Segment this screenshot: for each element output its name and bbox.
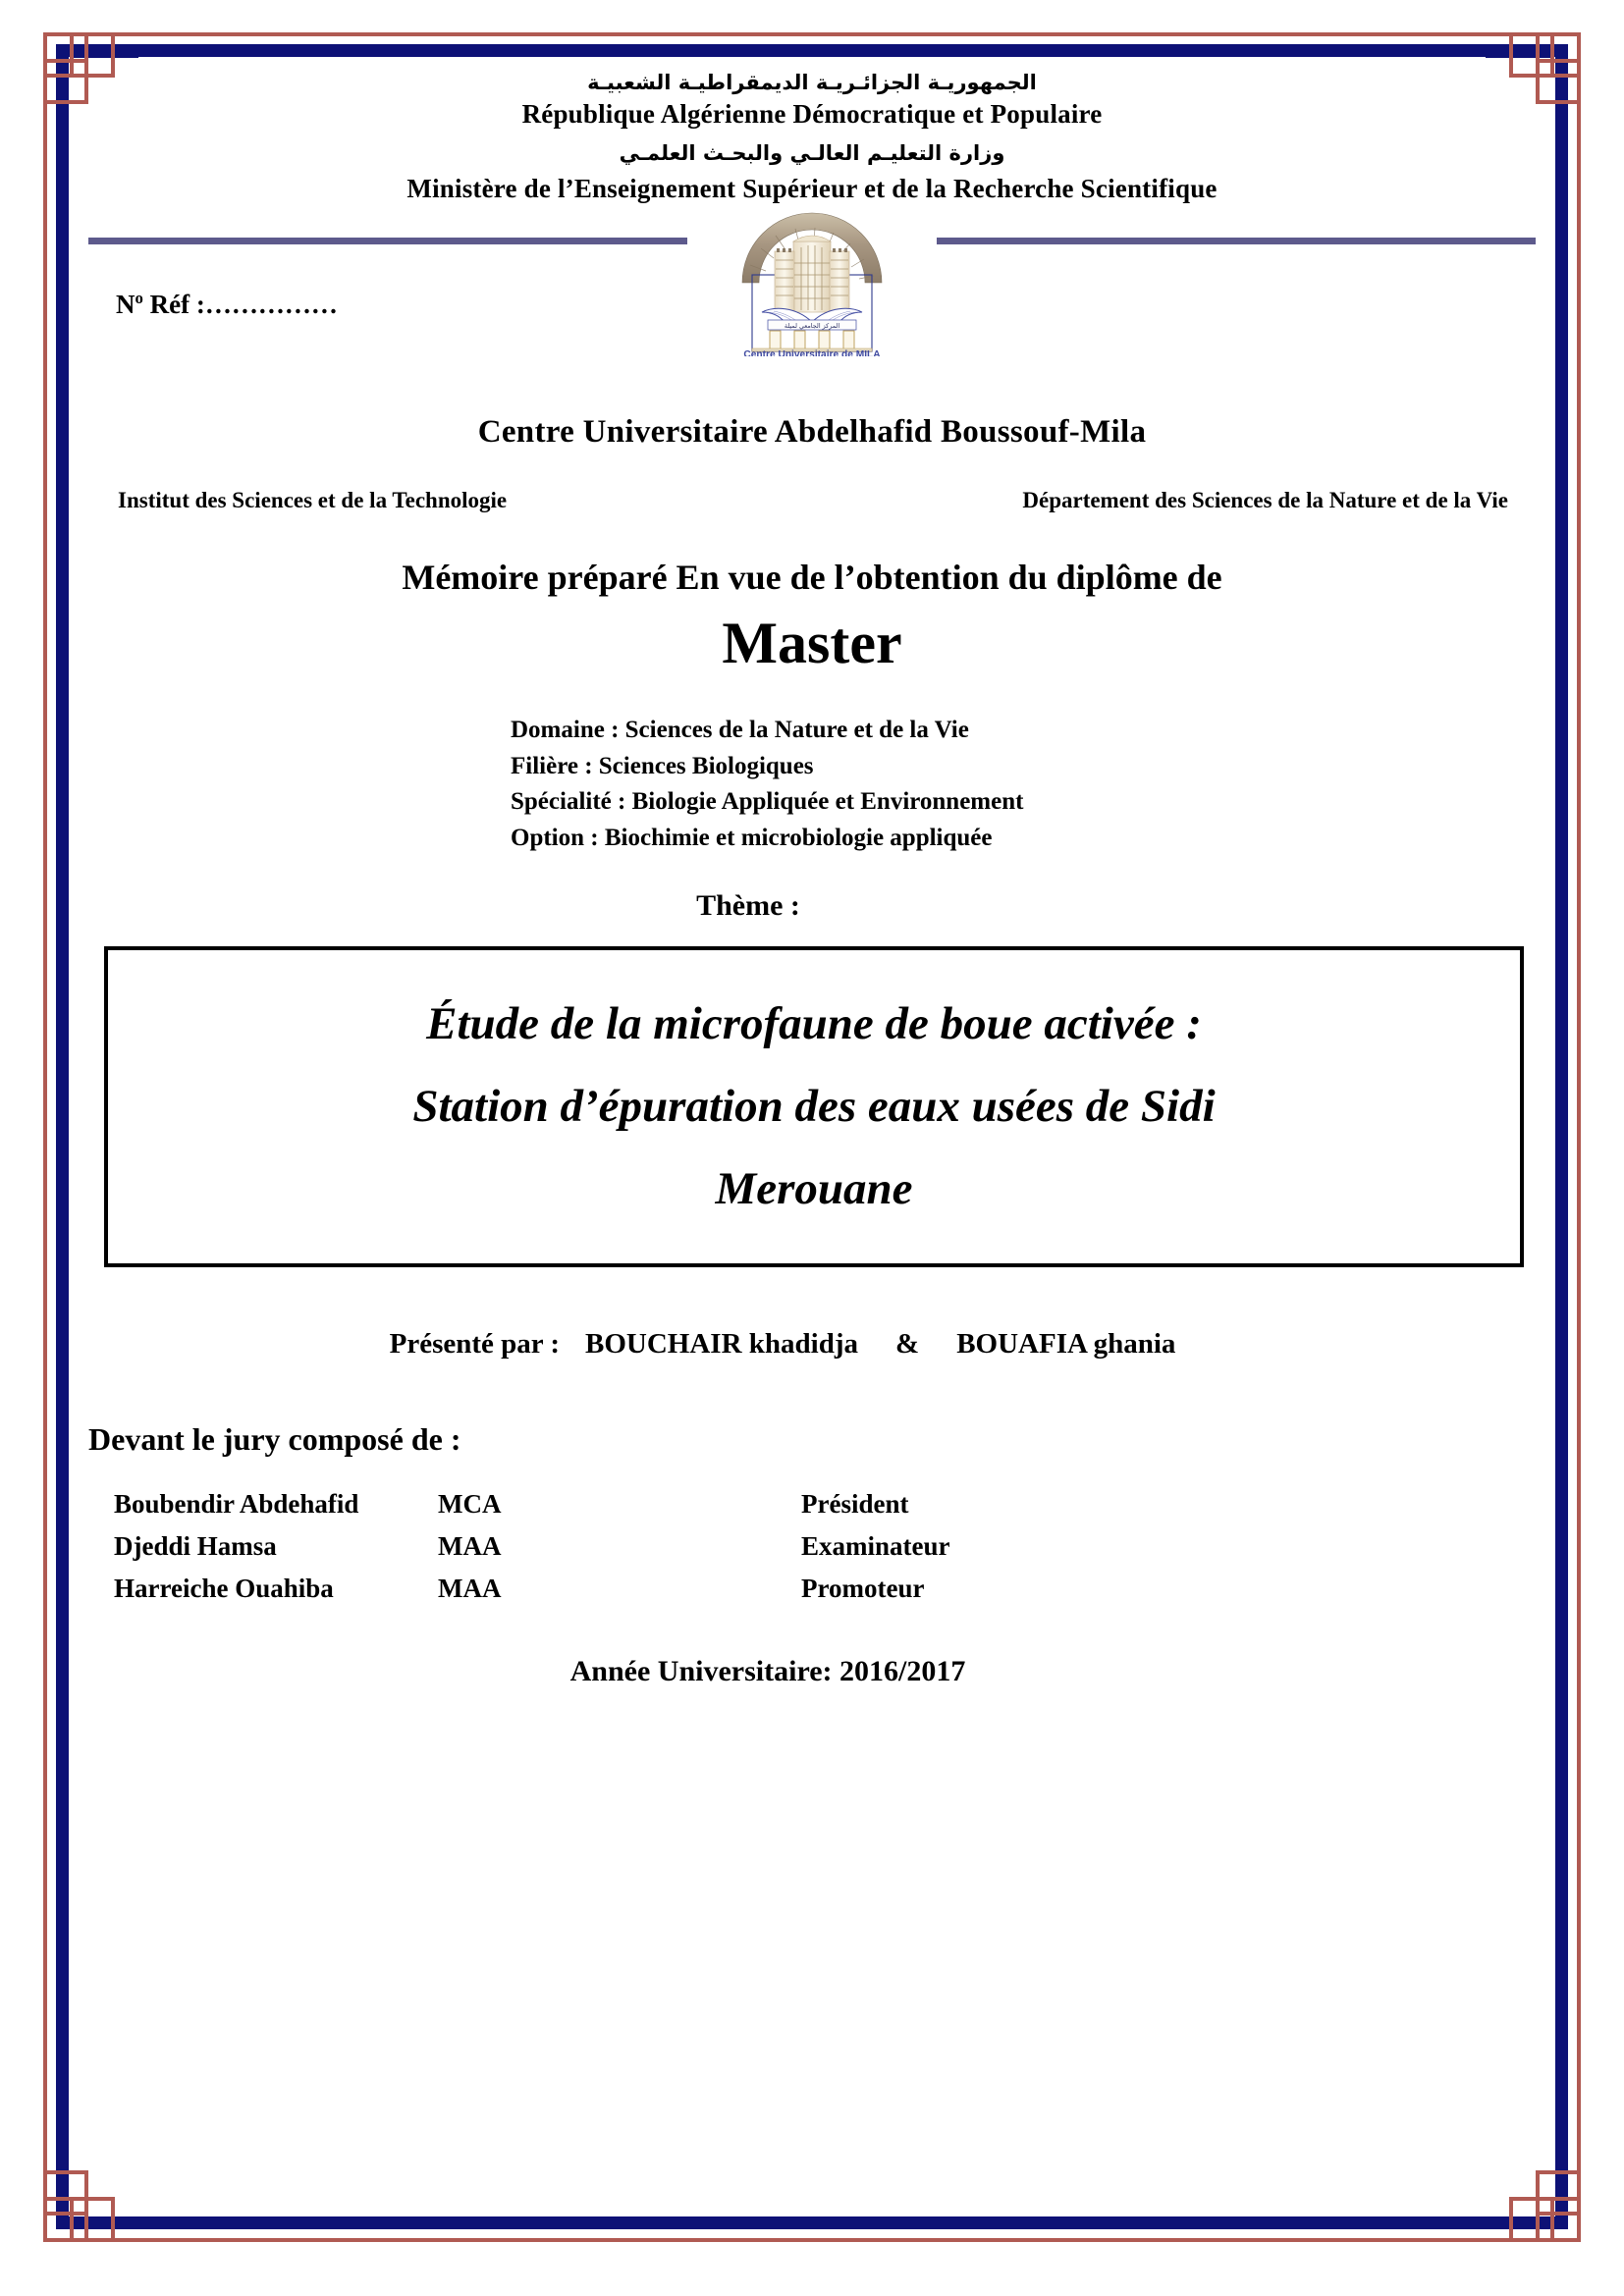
jury-member-role: Président — [801, 1489, 909, 1520]
degree-title: Master — [722, 611, 902, 676]
reference-label: N — [116, 290, 135, 320]
ministry-header — [88, 69, 1536, 208]
jury-member-role: Examinateur — [801, 1531, 950, 1562]
jury-label: Devant le jury composé de : — [88, 1421, 461, 1458]
field-domaine: Domaine : Sciences de la Nature et de la Vie — [511, 717, 969, 744]
jury-member-grade: MCA — [438, 1489, 502, 1520]
divider-right — [937, 238, 1536, 244]
theme-title-box — [104, 946, 1524, 1267]
author-1: BOUCHAIR khadidja — [585, 1328, 859, 1361]
reference-superscript: o — [135, 289, 143, 308]
department-name: Département des Sciences de la Nature et de la Vie — [1022, 488, 1508, 513]
theme-label: Thème : — [696, 889, 800, 923]
field-filiere: Filière : Sciences Biologiques — [511, 752, 814, 779]
authors-line — [88, 1328, 1536, 1361]
theme-title-line-1: Étude de la microfaune de boue activée : — [426, 998, 1202, 1050]
university-logo — [729, 204, 895, 356]
institute-name: Institut des Sciences et de la Technologie — [118, 488, 508, 513]
table-row — [88, 1529, 1536, 1572]
field-specialite: Spécialité : Biologie Appliquée et Environnement — [511, 788, 1024, 816]
field-option: Option : Biochimie et microbiologie appliquée — [511, 824, 993, 851]
header-arabic-republic: الجمهوريـة الجزائـريـة الديمقراطيـة الشعبيـة — [587, 71, 1037, 94]
university-name: Centre Universitaire Abdelhafid Boussouf-Mila — [477, 414, 1147, 451]
author-2: BOUAFIA ghania — [956, 1328, 1176, 1361]
institute-department-row — [88, 488, 1536, 513]
table-row — [88, 1572, 1536, 1614]
jury-member-name: Boubendir Abdehafid — [114, 1489, 359, 1520]
svg-text:المركز الجامعي لميلة: المركز الجامعي لميلة — [784, 322, 840, 331]
header-french-republic: République Algérienne Démocratique et Populaire — [521, 99, 1103, 130]
diploma-intro: Mémoire préparé En vue de l’obtention du diplôme de — [402, 558, 1222, 598]
academic-year: Année Universitaire: 2016/2017 — [569, 1655, 966, 1688]
jury-member-name: Djeddi Hamsa — [114, 1531, 277, 1562]
theme-title-line-2: Station d’épuration des eaux usées de Sidi — [412, 1080, 1216, 1132]
authors-separator: & — [895, 1328, 920, 1361]
cover-content — [88, 69, 1536, 2208]
table-row — [88, 1487, 1536, 1529]
specialization-block — [88, 713, 1536, 856]
authors-label: Présenté par : — [389, 1328, 561, 1361]
jury-member-name: Harreiche Ouahiba — [114, 1574, 334, 1604]
reference-value: Réf :…………… — [142, 290, 338, 320]
header-french-ministry: Ministère de l’Enseignement Supérieur et de la Recherche Scientifique — [406, 174, 1218, 204]
theme-title-line-3: Merouane — [715, 1162, 913, 1214]
jury-member-role: Promoteur — [801, 1574, 925, 1604]
svg-text:Centre Universitaire de MILA: Centre Universitaire de MILA — [743, 349, 881, 357]
header-arabic-ministry: وزارة التعليـم العالـي والبحـث العلمـي — [619, 141, 1005, 166]
jury-member-grade: MAA — [438, 1574, 502, 1604]
jury-member-grade: MAA — [438, 1531, 502, 1562]
divider-left — [88, 238, 687, 244]
jury-table — [88, 1487, 1536, 1614]
